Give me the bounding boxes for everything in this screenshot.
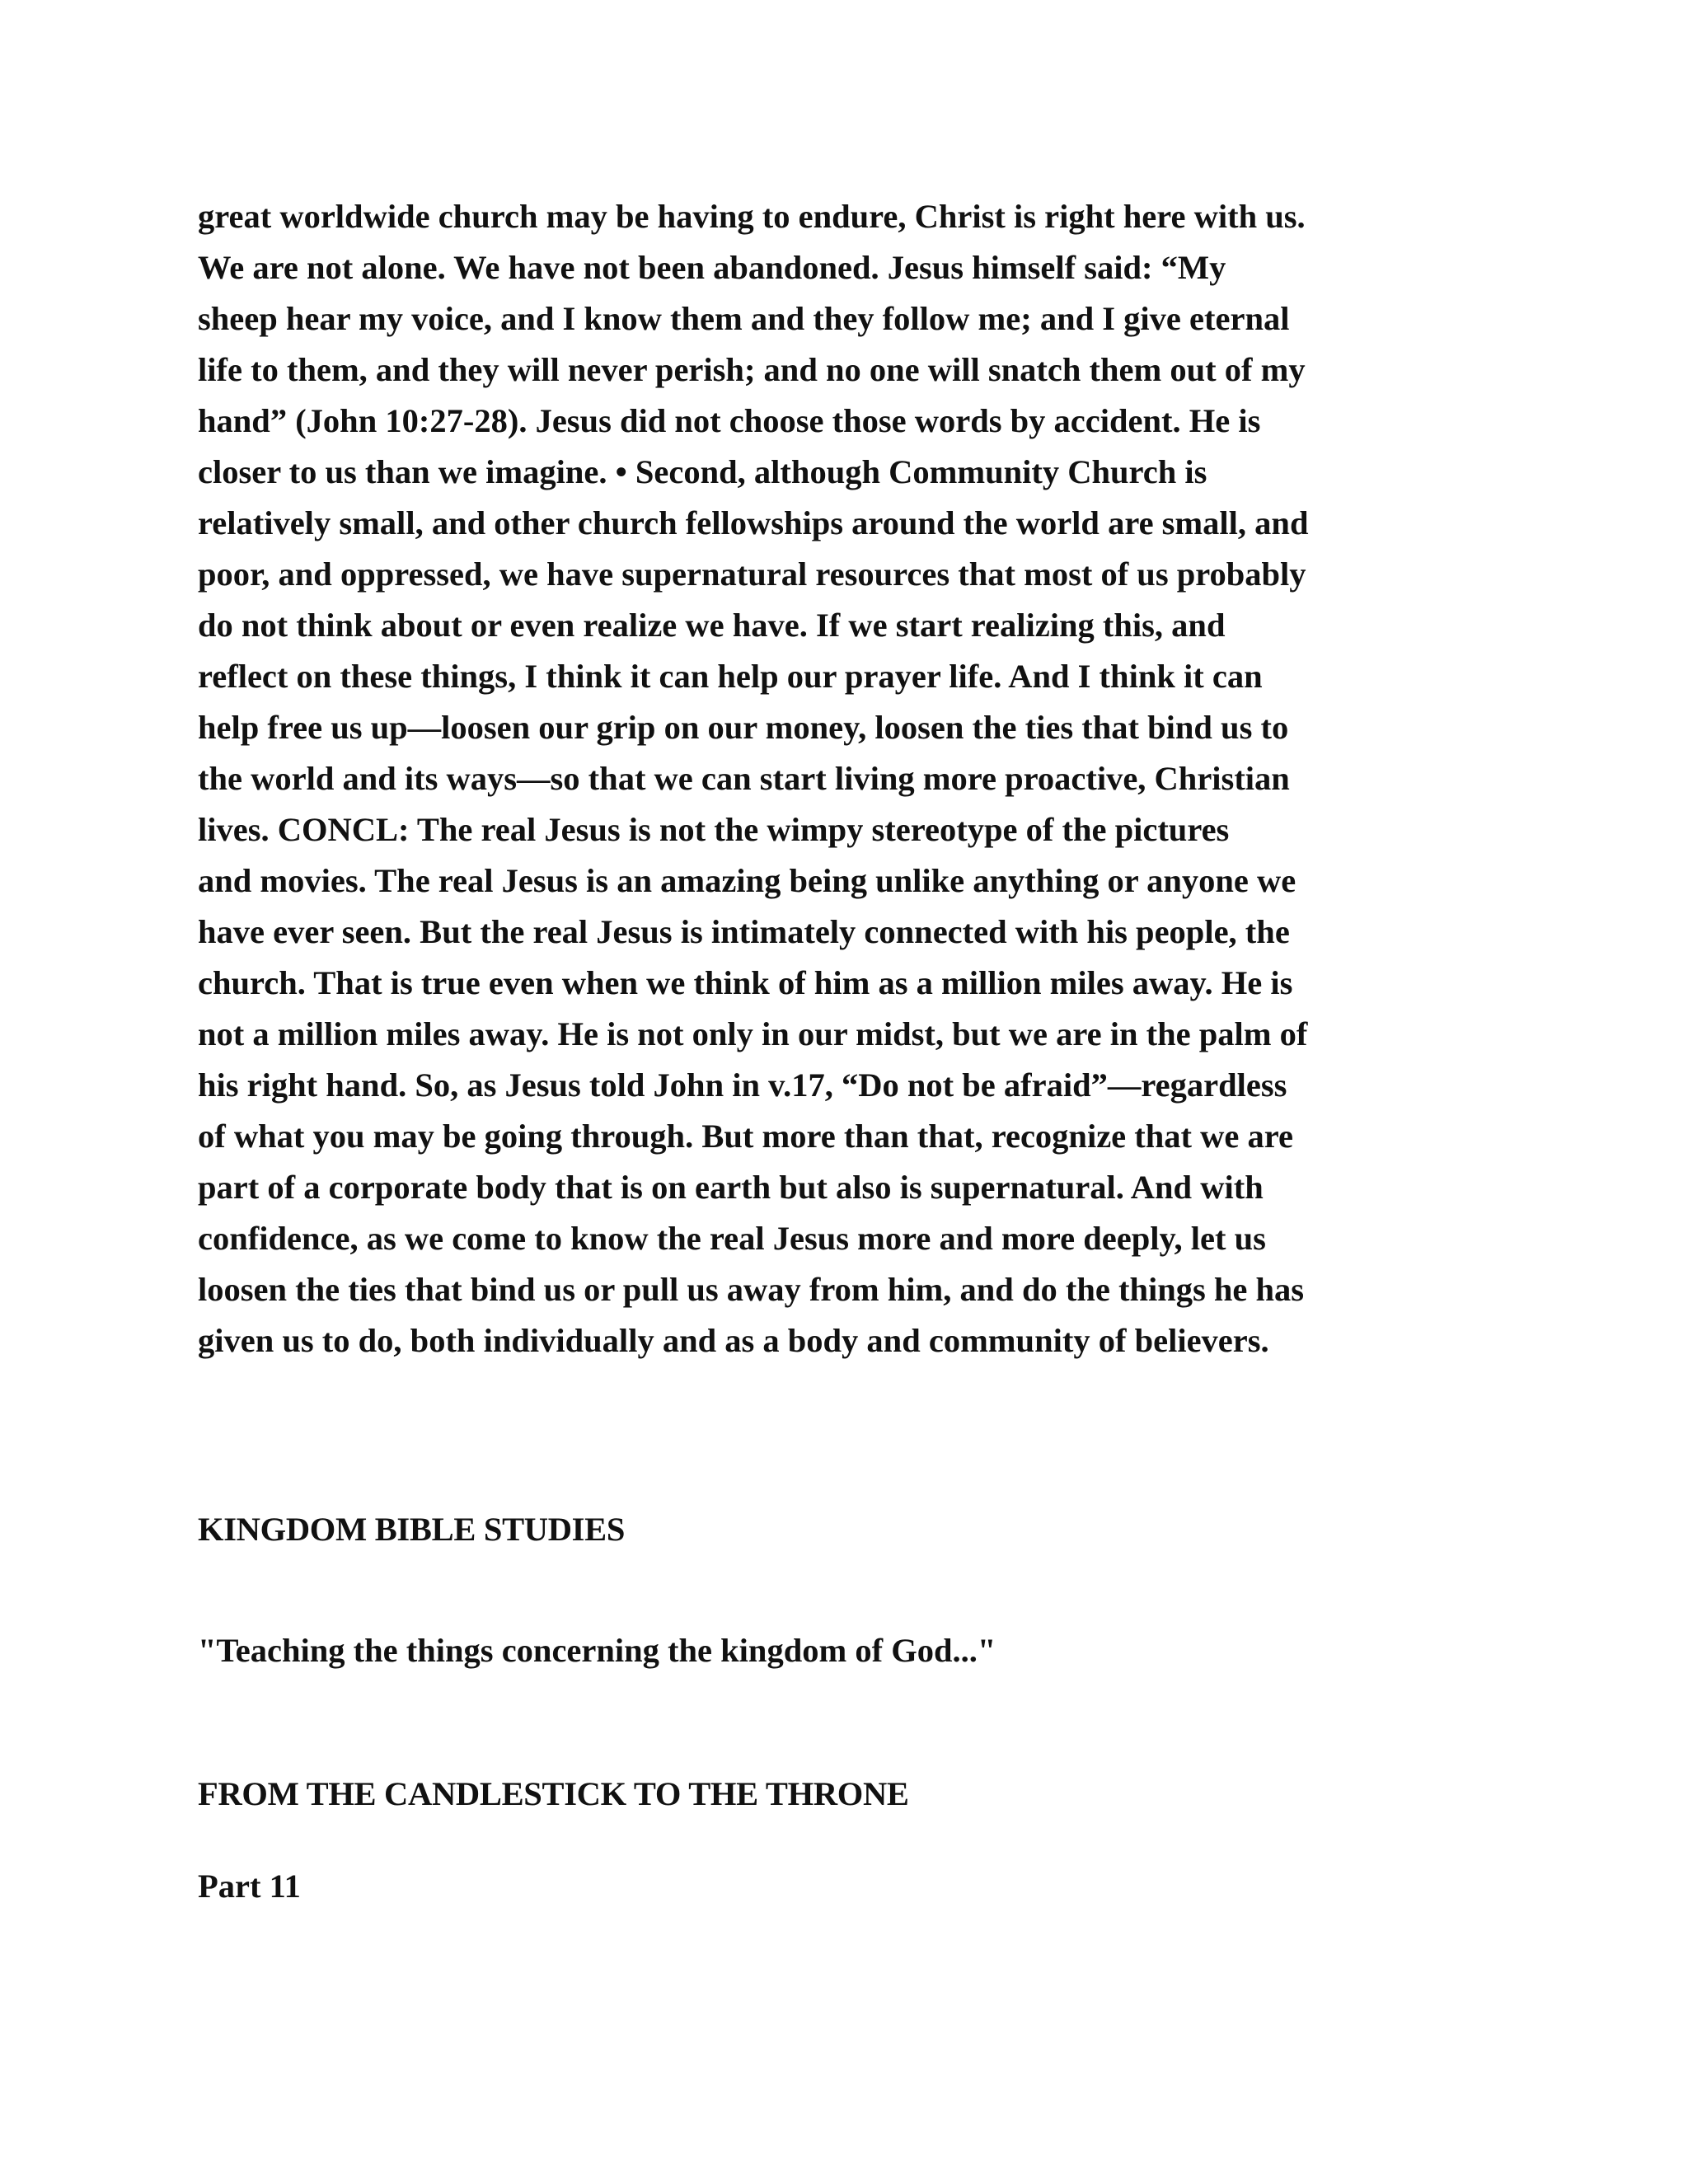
body-line: sheep hear my voice, and I know them and they follow me; and I give eternal [198, 300, 1290, 337]
body-line: relatively small, and other church fellowships around the world are small, and [198, 504, 1309, 541]
body-line: lives. CONCL: The real Jesus is not the wimpy stereotype of the pictures [198, 811, 1230, 848]
body-line: great worldwide church may be having to endure, Christ is right here with us. [198, 198, 1306, 235]
body-line: part of a corporate body that is on earth but also is supernatural. And with [198, 1169, 1264, 1206]
part-label: Part 11 [198, 1868, 301, 1905]
body-line: confidence, as we come to know the real Jesus more and more deeply, let us [198, 1220, 1266, 1257]
body-line: church. That is true even when we think of him as a million miles away. He is [198, 964, 1293, 1001]
body-line: poor, and oppressed, we have supernatural resources that most of us probably [198, 555, 1306, 593]
body-line: hand” (John 10:27-28). Jesus did not choose those words by accident. He is [198, 402, 1261, 439]
body-paragraph [198, 191, 1308, 1366]
body-line: not a million miles away. He is not only in our midst, but we are in the palm of [198, 1015, 1308, 1052]
tagline: "Teaching the things concerning the kingdom of God..." [198, 1632, 996, 1669]
body-line: the world and its ways—so that we can start living more proactive, Christian [198, 760, 1290, 797]
body-line: of what you may be going through. But more than that, recognize that we are [198, 1118, 1293, 1155]
body-line: loosen the ties that bind us or pull us away from him, and do the things he has [198, 1271, 1305, 1308]
body-line: do not think about or even realize we have. If we start realizing this, and [198, 607, 1226, 644]
body-line: help free us up—loosen our grip on our money, loosen the ties that bind us to [198, 709, 1289, 746]
body-line: and movies. The real Jesus is an amazing being unlike anything or anyone we [198, 862, 1296, 899]
body-line: given us to do, both individually and as a body and community of believers. [198, 1322, 1269, 1359]
body-line: have ever seen. But the real Jesus is intimately connected with his people, the [198, 913, 1290, 950]
body-line: closer to us than we imagine. • Second, although Community Church is [198, 453, 1207, 490]
body-line: life to them, and they will never perish; and no one will snatch them out of my [198, 351, 1306, 388]
study-title: FROM THE CANDLESTICK TO THE THRONE [198, 1775, 909, 1812]
body-line: his right hand. So, as Jesus told John in v.17, “Do not be afraid”—regardless [198, 1066, 1287, 1104]
body-line: reflect on these things, I think it can help our prayer life. And I think it can [198, 658, 1263, 695]
body-line: We are not alone. We have not been abandoned. Jesus himself said: “My [198, 249, 1226, 286]
series-title: KINGDOM BIBLE STUDIES [198, 1511, 626, 1548]
